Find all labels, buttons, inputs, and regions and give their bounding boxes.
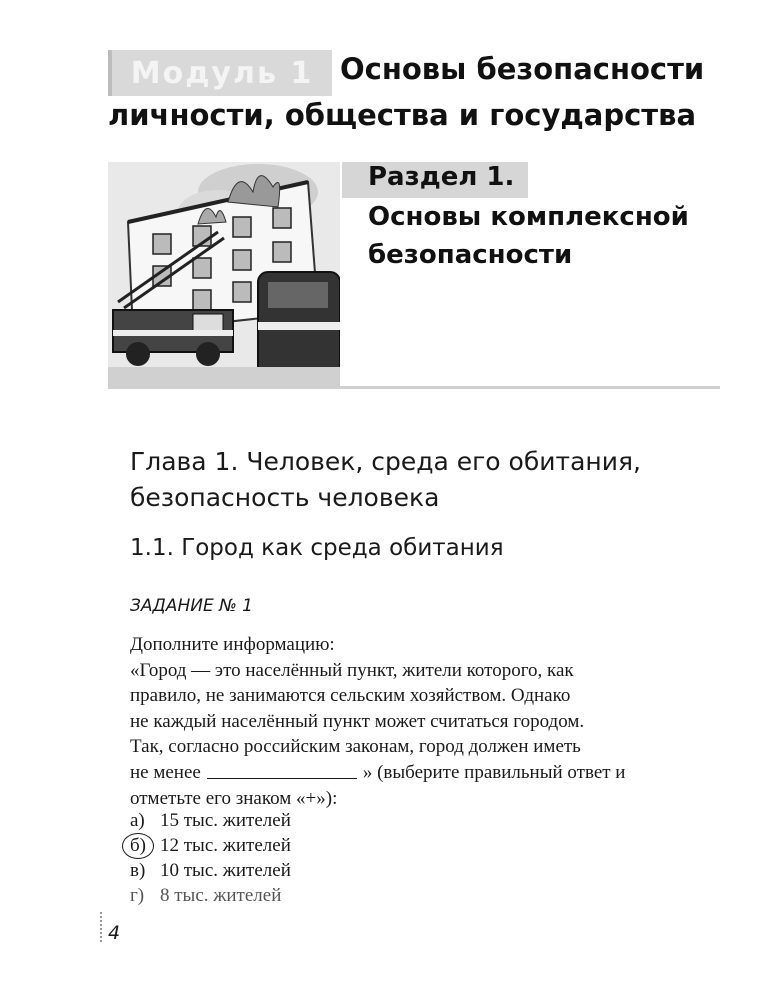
task-text-line: «Город — это населённый пункт, жители которого, как xyxy=(130,659,574,681)
answer-blank[interactable] xyxy=(207,760,357,779)
task-text-after-blank: » (выберите правильный ответ и xyxy=(362,761,626,783)
task-text-line-with-blank xyxy=(130,760,730,786)
page-number: 4 xyxy=(108,922,121,944)
task-text-line: отметьте его знаком «+»): xyxy=(130,787,338,809)
task-text-line: не каждый населённый пункт может считаться городом. xyxy=(130,710,585,732)
answer-option-v[interactable] xyxy=(130,858,291,883)
option-mark: в) xyxy=(130,860,146,881)
option-text: 12 тыс. жителей xyxy=(160,835,291,856)
task-instruction: Дополните информацию: xyxy=(130,634,335,655)
section-title-line-2: безопасности xyxy=(368,240,573,270)
section-label: Раздел 1. xyxy=(368,162,515,192)
section-title-line-1: Основы комплексной xyxy=(368,202,689,232)
option-mark: г) xyxy=(130,885,145,906)
module-title-line-2: личности, общества и государства xyxy=(108,98,697,132)
task-text xyxy=(130,632,730,811)
burning-building-icon xyxy=(108,162,340,388)
module-title-line-1: Основы безопасности xyxy=(340,52,705,86)
answer-option-b[interactable] xyxy=(130,833,291,858)
option-mark-circled: б) xyxy=(130,833,160,858)
option-text: 10 тыс. жителей xyxy=(160,860,291,881)
fire-illustration xyxy=(108,162,340,388)
chapter-title-line-2: безопасность человека xyxy=(130,483,440,512)
chapter-title xyxy=(130,444,641,516)
option-text: 8 тыс. жителей xyxy=(160,885,282,906)
section-title xyxy=(368,198,689,274)
subsection-title: 1.1. Город как среда обитания xyxy=(130,535,504,561)
task-heading: ЗАДАНИЕ № 1 xyxy=(130,596,253,616)
module-badge-label: Модуль 1 xyxy=(130,55,314,91)
chapter-title-line-1: Глава 1. Человек, среда его обитания, xyxy=(130,447,641,476)
option-mark: а) xyxy=(130,810,145,831)
answer-option-g[interactable] xyxy=(130,883,291,908)
answer-option-a[interactable] xyxy=(130,808,291,833)
answer-options xyxy=(130,808,291,908)
page-edge-marks xyxy=(100,912,104,942)
task-text-line: правило, не занимаются сельским хозяйством. Однако xyxy=(130,685,571,707)
task-text-line: Так, согласно российским законам, город должен иметь xyxy=(130,736,581,758)
section-divider xyxy=(108,386,720,389)
option-text: 15 тыс. жителей xyxy=(160,810,291,831)
task-text-before-blank: не менее xyxy=(130,761,201,783)
module-badge xyxy=(108,50,332,96)
